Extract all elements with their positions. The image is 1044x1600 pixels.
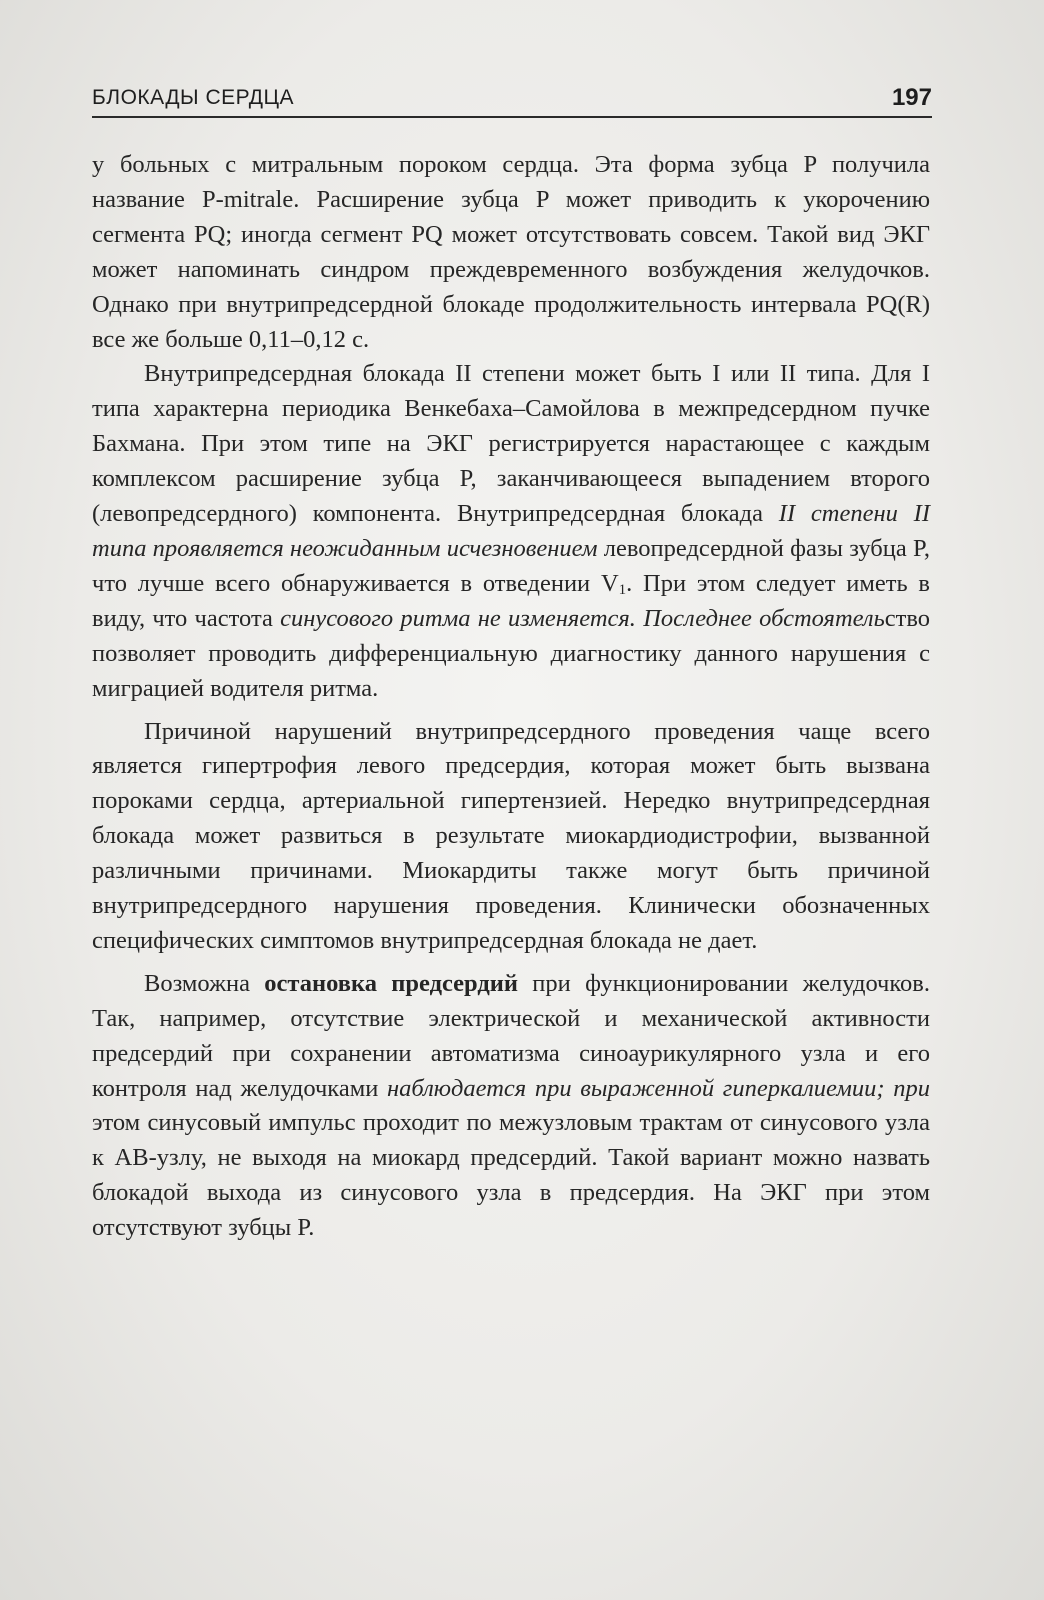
paragraph-4 <box>92 967 930 1246</box>
paragraph-1-text: у больных с митральным пороком сердца. Эта форма зубца P получила название P-mitrale. Расширение зубца P может приводить к укорочению сегмента PQ; иногда сегмент PQ может отсутствовать совсем. Такой вид ЭКГ может напоминать синдром преждевременного возбуждения желудочков. Однако при внутрипредсердной блокаде продолжительность интервала PQ(R) все же больше 0,11–0,12 с. <box>92 151 930 353</box>
paragraph-4-part-c: при функционировании желудочков. Так, например, отсутствие электрической и механической активности предсердий при сохранении автоматизма синоаурикулярного узла и его контроля над желудочками <box>92 969 930 1102</box>
paragraph-4-bold-term: остановка предсердий <box>264 969 518 997</box>
paragraph-1 <box>92 148 930 357</box>
paragraph-2-part-c: левопредсердной фазы зубца P, что лучше всего обнаруживается в отведении V <box>92 534 930 597</box>
paragraph-2-italic-b: II степени II типа проявляется неожиданным исчезновением <box>92 500 930 562</box>
paragraph-3 <box>92 715 930 959</box>
paragraph-4-italic-d: наблюдается при выраженной гиперкалиемии; при <box>386 1074 930 1102</box>
paragraph-2-part-a: Внутрипредсердная блокада II степени может быть I или II типа. Для I типа характерна периодика Венкебаха–Самойлова в межпредсердном пучке Бахмана. При этом типе на ЭКГ регистрируется нарастающее с каждым комплексом расширение зубца P, заканчивающееся выпадением второго (левопредсердного) компонента. Внутрипредсердная блокада <box>92 360 930 528</box>
paragraph-4-part-e: этом синусовый импульс проходит по межузловым трактам от синусового узла к АВ-узлу, не выходя на миокард предсердий. Такой вариант можно назвать блокадой выхода из синусового узла в предсердия. На ЭКГ при этом отсутствуют зубцы P. <box>92 1109 930 1242</box>
lead-subscript: 1 <box>618 581 627 598</box>
paragraph-4-part-a: Возможна <box>144 969 265 997</box>
body-text <box>92 148 930 1246</box>
page-number: 197 <box>891 84 932 111</box>
paragraph-2-part-f: ство позволяет проводить дифференциальную диагностику данного нарушения с миграцией водителя ритма. <box>92 604 930 702</box>
running-header <box>92 80 932 118</box>
paragraph-2-part-d: . При этом следует иметь в виду, что частота <box>92 569 930 632</box>
paragraph-2 <box>92 357 930 706</box>
paragraph-2-italic-e: синусового ритма не изменяется. Последнее обстоятель <box>280 604 885 632</box>
running-title: БЛОКАДЫ СЕРДЦА <box>92 86 295 109</box>
paragraph-3-text: Причиной нарушений внутрипредсердного проведения чаще всего является гипертрофия левого предсердия, которая может быть вызвана пороками сердца, артериальной гипертензией. Нередко внутрипредсердная блокада может развиться в результате миокардиодистрофии, вызванной различными причинами. Миокардиты также могут быть причиной внутрипредсердного нарушения проведения. Клинически обозначенных специфических симптомов внутрипредсердная блокада не дает. <box>92 717 930 954</box>
